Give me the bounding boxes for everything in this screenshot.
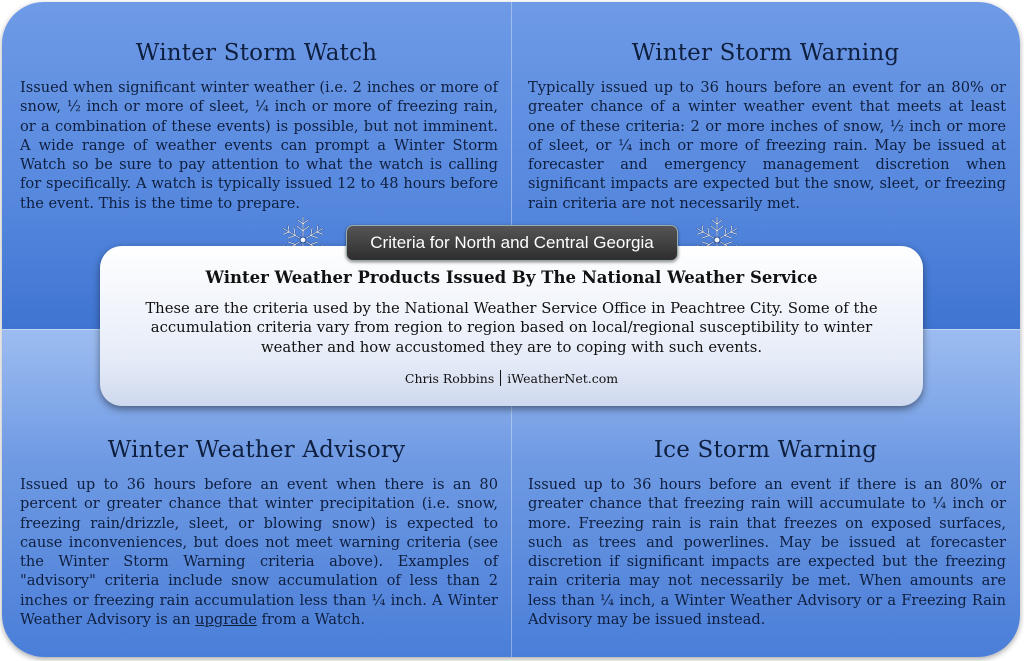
advisory-description bbox=[20, 475, 498, 629]
ice-title: Ice Storm Warning bbox=[653, 437, 878, 463]
watch-title: Winter Storm Watch bbox=[135, 40, 378, 66]
ice-description: Issued up to 36 hours before an event if there is an 80% or greater chance that freezing rain will accumulate to ¼ inch or more. Freezing rain is rain that freezes on exposed surfaces, such as trees and powerlines. May be issued at forecaster discretion if significant impacts are expected but the freezing rain criteria may not necessarily be met. When amounts are less than ¼ inch, a Winter Weather Advisory or a Freezing Rain Advisory may be issued instead. bbox=[528, 476, 1006, 629]
warning-description: Typically issued up to 36 hours before an event for an 80% or greater chance of a winter weather event that meets at least one of these criteria: 2 or more inches of snow, ½ inch or more of sleet, or ¼ inch or more of freezing rain. May be issued at forecaster and emergency management discretion when significant impacts are expected but the snow, sleet, or freezing rain criteria are not necessarily met. bbox=[528, 79, 1006, 212]
credit-site: iWeatherNet.com bbox=[507, 371, 619, 386]
advisory-text-main: Issued up to 36 hours before an event when there is an 80 percent or greater chance that winter precipitation (i.e. snow, freezing rain/drizzle, sleet, or blowing snow) is expected to cause inconveniences, but does not meet warning criteria (see the Winter Storm Warning criteria above). Examples of "advisory" criteria include snow accumulation of less than 2 inches or freezing rain accumulation less than ¼ inch. A Winter Weather Advisory is an bbox=[20, 476, 498, 629]
credit-separator bbox=[500, 370, 501, 386]
warning-title: Winter Storm Warning bbox=[631, 40, 900, 66]
info-box-title: Winter Weather Products Issued By The National Weather Service bbox=[205, 268, 818, 287]
region-banner: Criteria for North and Central Georgia bbox=[346, 225, 678, 261]
advisory-text-end: from a Watch. bbox=[256, 611, 366, 629]
credit-author: Chris Robbins bbox=[404, 371, 495, 386]
credit-line bbox=[100, 370, 923, 386]
watch-description: Issued when significant winter weather (i.e. 2 inches or more of snow, ½ inch or more of sleet, ¼ inch or more of freezing rain, or a combination of these events) is possible, but not imminent. A wide range of weather events can prompt a Winter Storm Watch so be sure to pay attention to what the watch is calling for specifically. A watch is typically issued 12 to 48 hours before the event. This is the time to prepare. bbox=[20, 79, 498, 212]
advisory-text-underlined: upgrade bbox=[195, 611, 257, 629]
info-box-description: These are the criteria used by the National Weather Service Office in Peachtree City. Some of the accumulation criteria vary from region to region based on local/regional susceptibility to winter weather and how accustomed they are to coping with such events. bbox=[145, 300, 878, 356]
info-box bbox=[100, 246, 923, 406]
advisory-title: Winter Weather Advisory bbox=[107, 437, 406, 463]
